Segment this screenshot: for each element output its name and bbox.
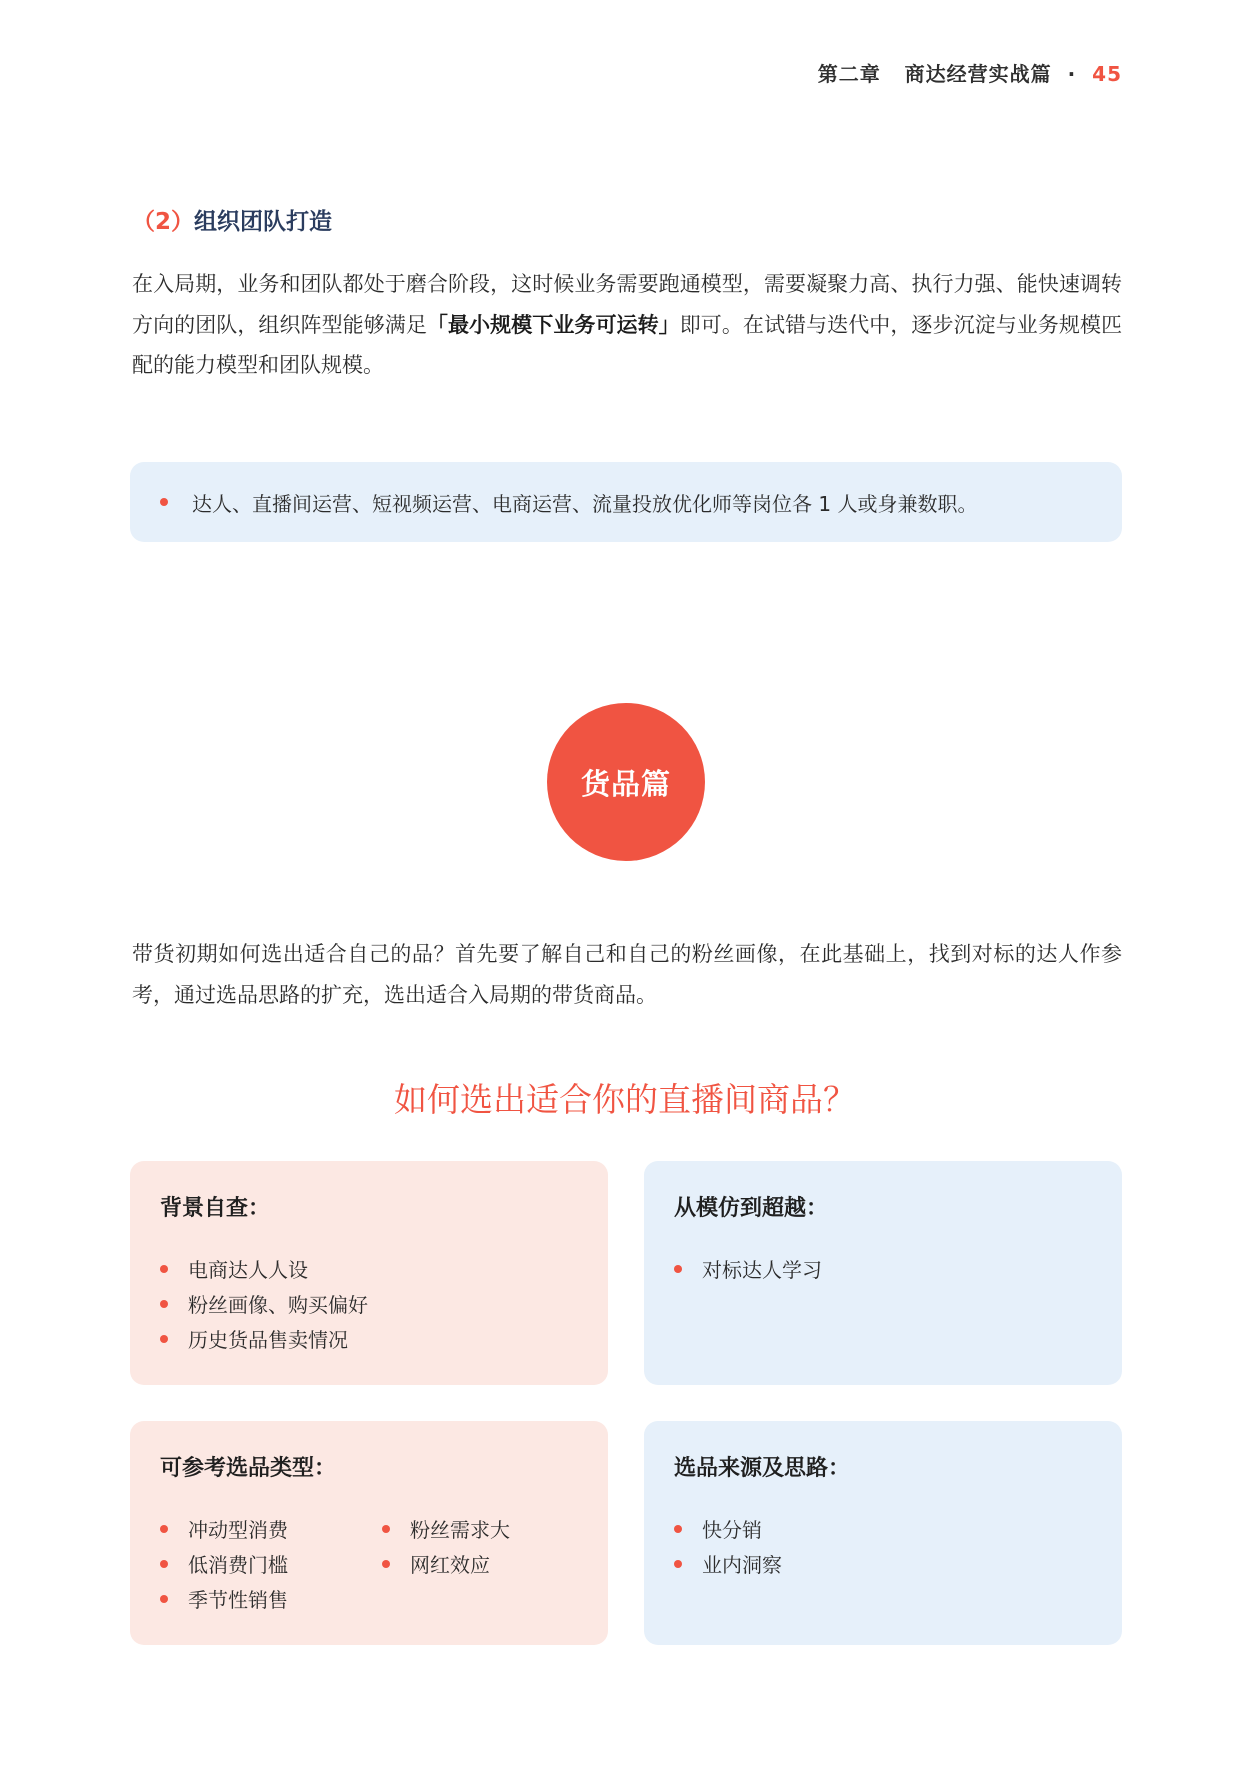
list-item: [160, 1251, 368, 1286]
chapter-title: 商达经营实战篇: [904, 62, 1052, 86]
header-dot: ·: [1067, 62, 1077, 86]
card-title: 从模仿到超越：: [674, 1196, 829, 1221]
bullet-icon: [674, 1525, 682, 1533]
list-item: [382, 1511, 510, 1546]
list-item: [160, 1286, 368, 1321]
page-number: 45: [1092, 62, 1122, 86]
card-list: [674, 1511, 782, 1581]
list-item: [674, 1251, 822, 1286]
list-item-text: 对标达人学习: [702, 1258, 822, 1282]
chapter-label: 第二章: [817, 62, 881, 86]
bullet-icon: [160, 1595, 168, 1603]
bullet-icon: [160, 1265, 168, 1273]
bullet-icon: [160, 498, 168, 506]
list-item: [160, 1581, 288, 1616]
intro-paragraph: [132, 264, 1122, 386]
para-text: 即可。在试错与迭代中，逐步沉淀与业务规模匹配的能力模型和团队规模。: [132, 312, 1123, 377]
section-title: [132, 203, 332, 236]
page-header: [818, 58, 1122, 87]
bullet-icon: [160, 1560, 168, 1568]
card-imitate: [644, 1161, 1122, 1385]
para-emphasis: 「最小规模下业务可运转」: [426, 312, 680, 337]
bullet-icon: [160, 1525, 168, 1533]
list-item-text: 电商达人人设: [188, 1258, 308, 1282]
card-title: 选品来源及思路：: [674, 1456, 851, 1481]
card-list-col1: [160, 1511, 288, 1616]
list-item: [160, 1321, 368, 1356]
list-item-text: 粉丝需求大: [410, 1518, 510, 1542]
list-item-text: 粉丝画像、购买偏好: [188, 1293, 368, 1317]
bullet-icon: [674, 1265, 682, 1273]
selection-question-heading: 如何选出适合你的直播间商品？: [394, 1080, 856, 1119]
list-item-text: 冲动型消费: [188, 1518, 288, 1542]
list-item-text: 历史货品售卖情况: [188, 1328, 348, 1352]
bullet-icon: [674, 1560, 682, 1568]
list-item-text: 网红效应: [410, 1553, 490, 1577]
list-item-text: 季节性销售: [188, 1588, 288, 1612]
list-item: [160, 1546, 288, 1581]
goods-paragraph: 带货初期如何选出适合自己的品？首先要了解自己和自己的粉丝画像，在此基础上，找到对标的达人作参考，通过选品思路的扩充，选出适合入局期的带货商品。: [132, 942, 1122, 1007]
list-item-text: 快分销: [702, 1518, 762, 1542]
bullet-icon: [160, 1300, 168, 1308]
tip-text: 达人、直播间运营、短视频运营、电商运营、流量投放优化师等岗位各 1 人或身兼数职。: [192, 491, 978, 516]
staffing-tip-box: [130, 462, 1122, 542]
card-list-col2: [382, 1511, 510, 1581]
list-item: [674, 1511, 782, 1546]
card-list: [160, 1251, 368, 1356]
bullet-icon: [382, 1525, 390, 1533]
card-title: 可参考选品类型：: [160, 1456, 337, 1481]
list-item: [674, 1546, 782, 1581]
bullet-icon: [160, 1335, 168, 1343]
card-title: 背景自查：: [160, 1196, 271, 1221]
para-text: 在入局期，业务和团队都处于磨合阶段，这时候业务需要跑通模型，需要凝聚力高、执行力强、能快速调转方向的团队，组织阵型能够满足: [132, 272, 1122, 337]
card-list: [674, 1251, 822, 1286]
list-item-text: 业内洞察: [702, 1553, 782, 1577]
list-item-text: 低消费门槛: [188, 1553, 288, 1577]
list-item: [160, 1511, 288, 1546]
bullet-icon: [382, 1560, 390, 1568]
goods-section-badge: 货品篇: [547, 703, 705, 861]
card-product-types: [130, 1421, 608, 1645]
card-self-check: [130, 1161, 608, 1385]
card-sources: [644, 1421, 1122, 1645]
section-title-text: 组织团队打造: [194, 209, 333, 235]
list-item: [382, 1546, 510, 1581]
section-number: （2）: [132, 209, 195, 235]
